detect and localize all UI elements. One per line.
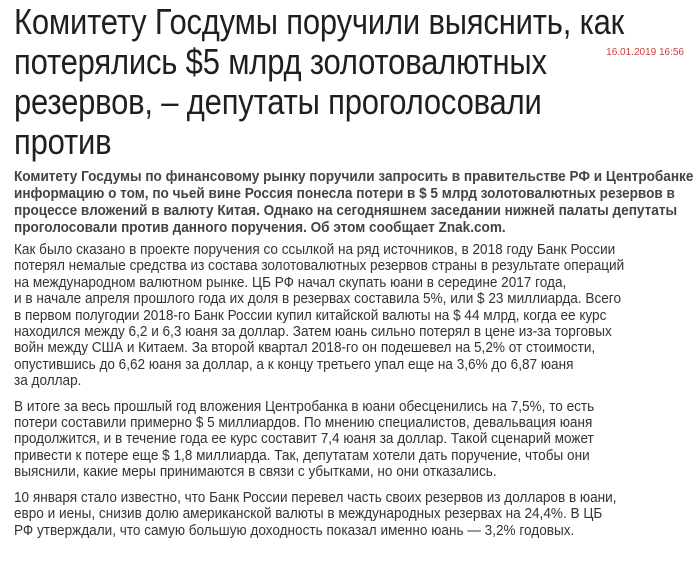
lead-line: Комитету Госдумы по финансовому рынку поручили запросить в правительстве РФ и Центробанке <box>14 168 694 185</box>
body-line: продолжится, и в течение года ее курс составит 7,4 юаня за доллар. Такой сценарий может <box>14 430 594 448</box>
body-line: потери составили примерно $ 5 миллиардов. По мнению специалистов, девальвация юаня <box>14 414 593 432</box>
body-line: РФ утверждали, что самую большую доходность показал именно юань — 3,2% годовых. <box>14 521 575 539</box>
body-line: и в начале апреля прошлого года их доля в резервах составила 5%, или $ 23 миллиарда. Всего <box>14 290 622 308</box>
article-title-line: резервов, – депутаты проголосовали <box>14 81 542 122</box>
body-paragraph <box>14 242 675 390</box>
body-line: на международном валютном рынке. ЦБ РФ начал скупать юани в середине 2017 года, <box>14 273 567 291</box>
lead-line: информацию о том, по чьей вине Россия понесла потери в $ 5 млрд золотовалютных резервов в <box>14 185 675 202</box>
body-line: 10 января стало известно, что Банк России перевел часть своих резервов из долларов в юани, <box>14 488 617 506</box>
body-line: за доллар. <box>14 372 82 390</box>
body-line: потерял немалые средства из состава золотовалютных резервов страны в результате операций <box>14 257 625 275</box>
body-line: находился между 6,2 и 6,3 юаня за доллар. Затем юань сильно потерял в цене из-за торговых <box>14 323 612 341</box>
lead-line: процессе вложений в валюту Китая. Однако на сегодняшнем заседании нижней палаты депутаты <box>14 202 678 219</box>
article-body <box>14 242 675 539</box>
article-title-line: Комитету Госдумы поручили выяснить, как <box>14 1 625 42</box>
article-lead <box>14 168 694 236</box>
body-line: В итоге за весь прошлый год вложения Центробанка в юани обесценились на 7,5%, то есть <box>14 397 595 415</box>
body-line: войн между США и Китаем. За второй квартал 2018-го он подешевел на 5,2% от стоимости, <box>14 339 596 357</box>
article-title-line: против <box>14 121 112 162</box>
body-line: в первом полугодии 2018-го Банк России купил китайской валюты на $ 44 млрд, когда ее курс <box>14 306 607 324</box>
publication-date: 16.01.2019 16:56 <box>606 47 684 58</box>
body-line: выяснили, какие меры принимаются в связи с убытками, но они отказались. <box>14 463 497 481</box>
lead-line: проголосовали против данного поручения. Об этом сообщает Znak.com. <box>14 219 506 236</box>
body-line: опустившись до 6,62 юаня за доллар, а к концу третьего упал еще на 3,6% до 6,87 юаня <box>14 355 574 373</box>
article-title-line: потерялись $5 млрд золотовалютных <box>14 41 547 82</box>
body-line: привести к потере еще $ 1,8 миллиарда. Так, депутатам хотели дать поручение, чтобы они <box>14 446 590 464</box>
body-paragraph <box>14 399 675 481</box>
body-line: Как было сказано в проекте поручения со ссылкой на ряд источников, в 2018 году Банк России <box>14 241 616 258</box>
article-title <box>14 0 625 162</box>
body-paragraph <box>14 490 675 539</box>
body-line: евро и иены, снизив долю американской валюты в международных резервах на 24,4%. В ЦБ <box>14 505 603 523</box>
